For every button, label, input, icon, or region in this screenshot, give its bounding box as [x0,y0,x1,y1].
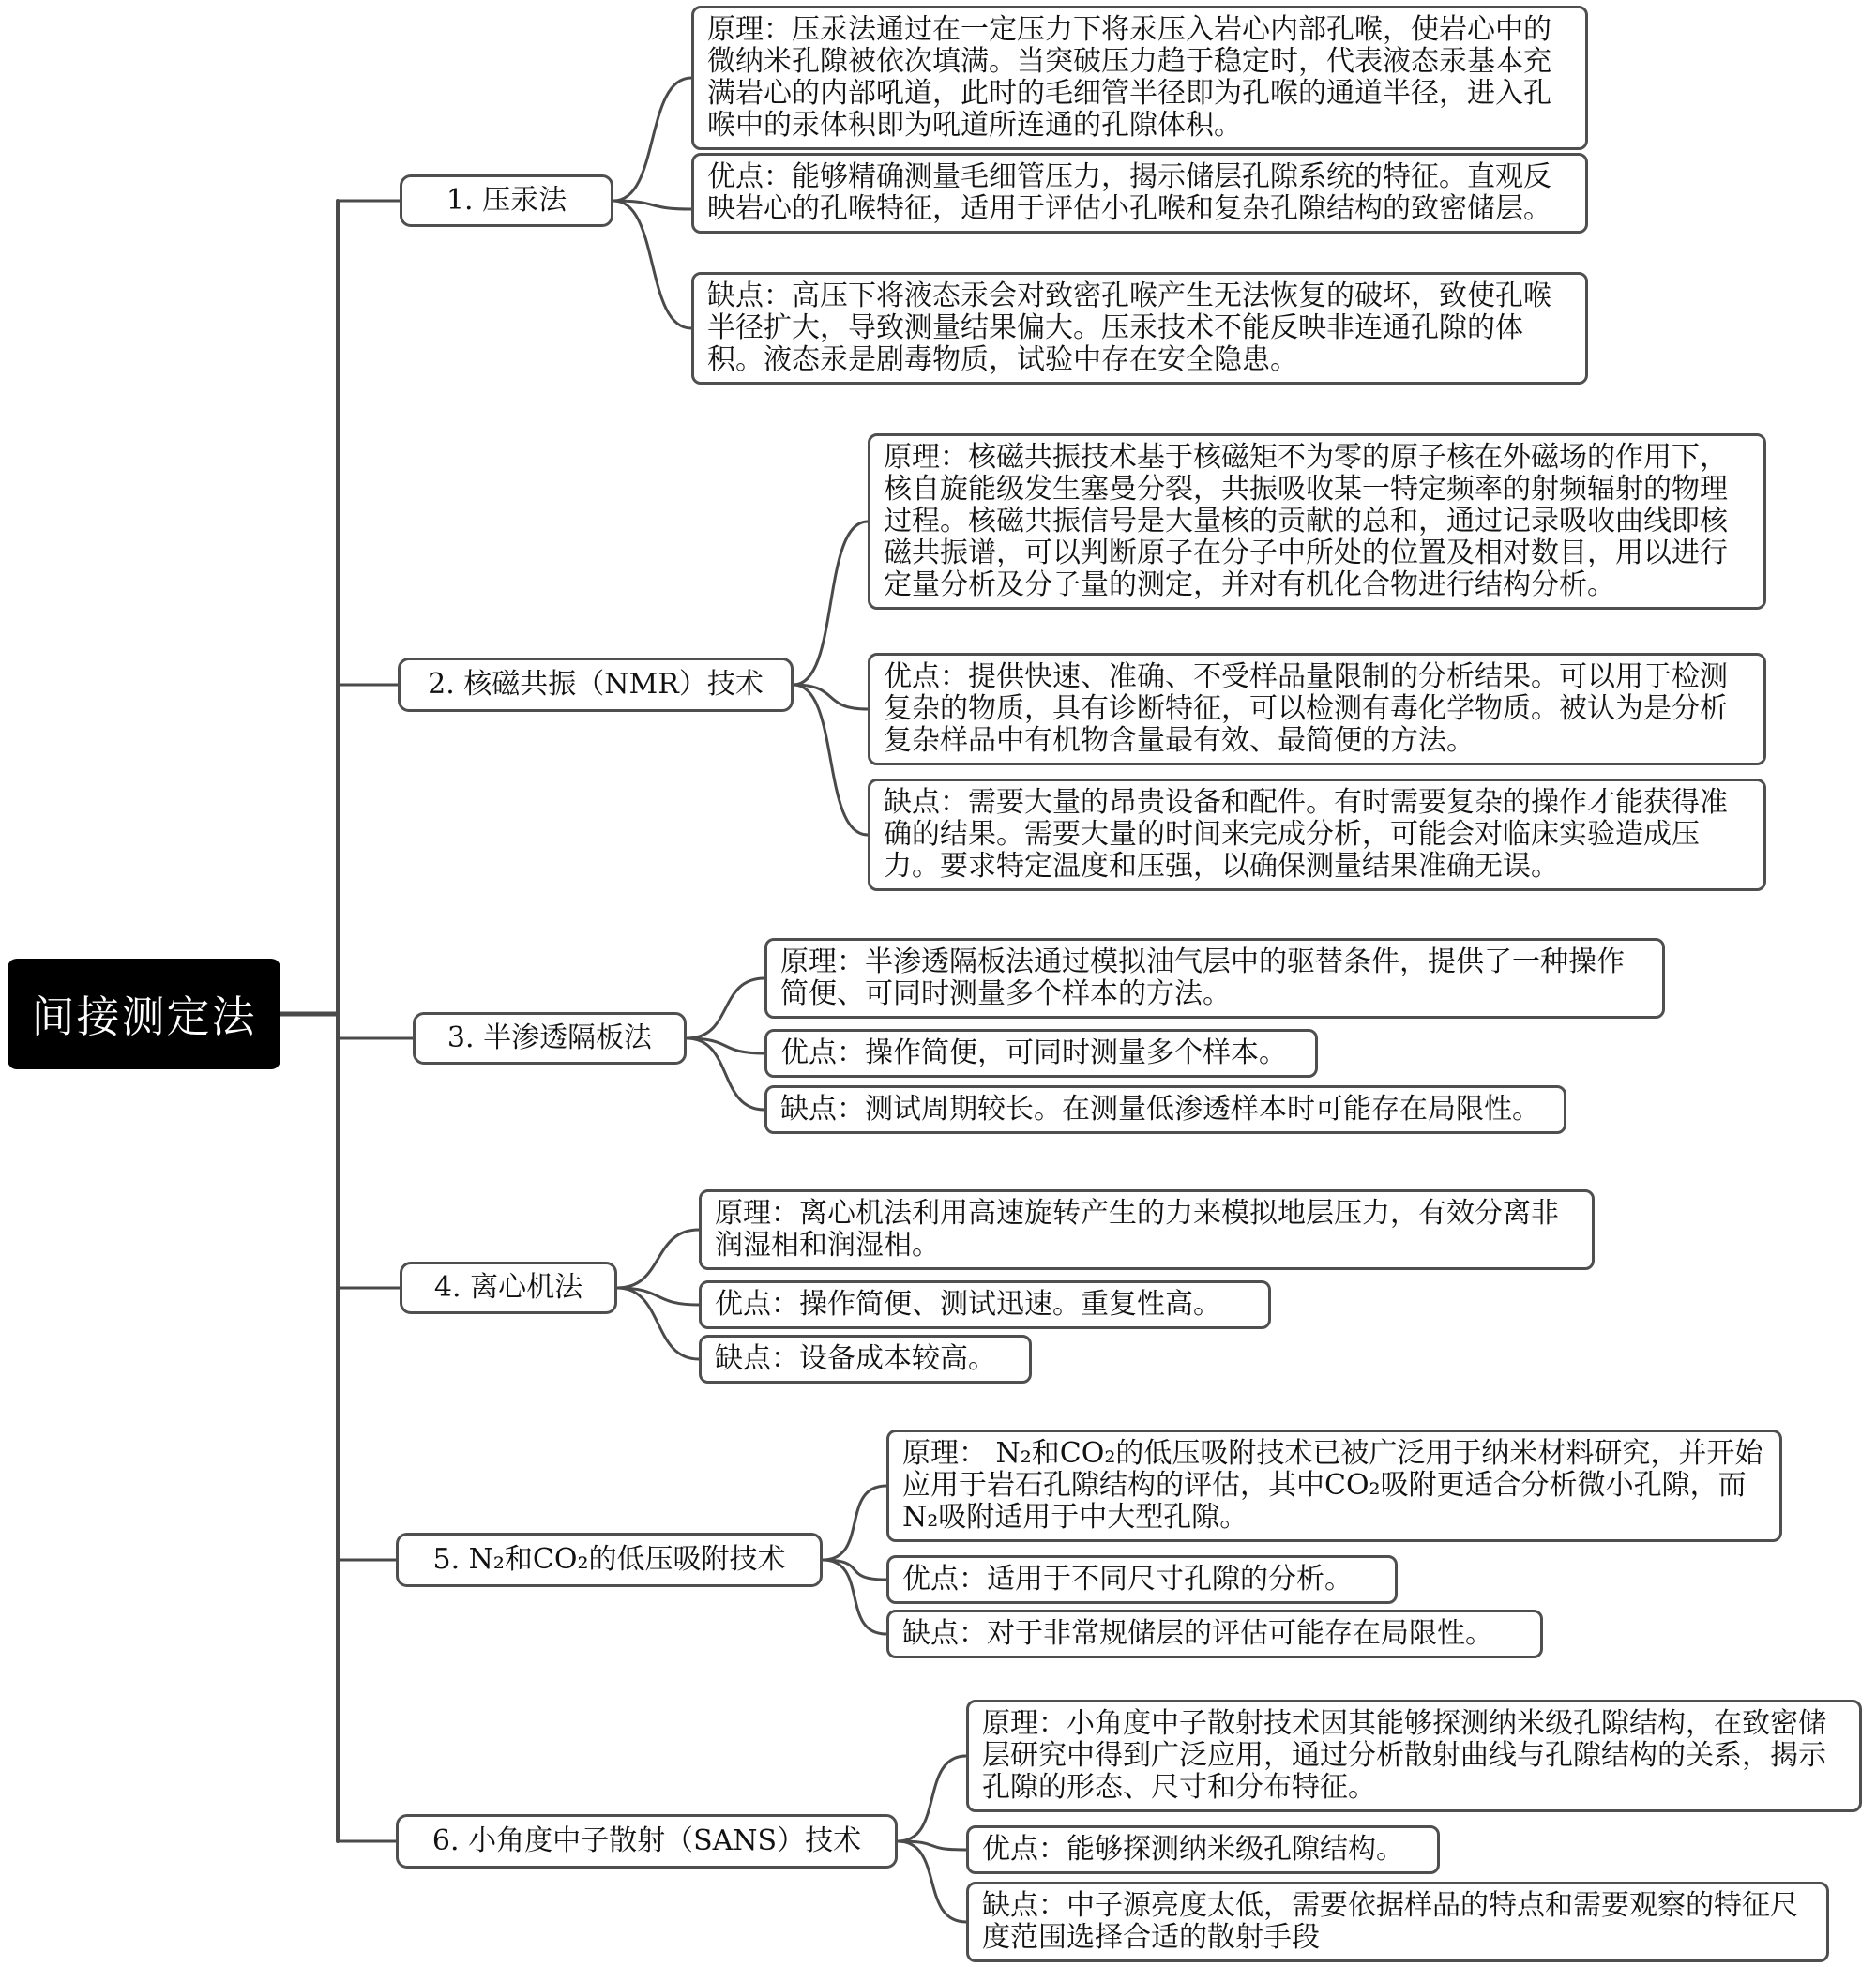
branch-3-advantage[interactable]: 优点：操作简便，可同时测量多个样本。 [764,1029,1318,1078]
branch-6-disadvantage[interactable]: 缺点：中子源亮度太低，需要依据样品的特点和需要观察的特征尺度范围选择合适的散射手段 [966,1882,1829,1962]
branch-5-advantage[interactable]: 优点：适用于不同尺寸孔隙的分析。 [886,1555,1398,1604]
branch-6-advantage[interactable]: 优点：能够探测纳米级孔隙结构。 [966,1825,1440,1874]
branch-5-principle[interactable]: 原理： N₂和CO₂的低压吸附技术已被广泛用于纳米材料研究，并开始应用于岩石孔隙结构的评估，其中CO₂吸附更适合分析微小孔隙，而N₂吸附适用于中大型孔隙。 [886,1430,1782,1542]
branch-2-title[interactable]: 2. 核磁共振（NMR）技术 [398,658,794,712]
branch-1-principle-link [613,78,691,201]
branch-6-principle-link [898,1756,966,1841]
branch-3-principle-link [687,978,764,1038]
branch-2-principle[interactable]: 原理：核磁共振技术基于核磁矩不为零的原子核在外磁场的作用下，核自旋能级发生塞曼分裂，共振吸收某一特定频率的射频辐射的物理过程。核磁共振信号是大量核的贡献的总和，通过记录吸收曲线即核磁共振谱，可以判断原子在分子中所处的位置及相对数目，用以进行定量分析及分子量的测定，并对有机化合物进行结构分析。 [868,433,1766,610]
branch-3-title[interactable]: 3. 半渗透隔板法 [413,1012,687,1065]
branch-2-advantage[interactable]: 优点：提供快速、准确、不受样品量限制的分析结果。可以用于检测复杂的物质，具有诊断特征，可以检测有毒化学物质。被认为是分析复杂样品中有机物含量最有效、最简便的方法。 [868,653,1766,765]
branch-5-disadvantage[interactable]: 缺点：对于非常规储层的评估可能存在局限性。 [886,1610,1543,1658]
branch-3-disadvantage[interactable]: 缺点：测试周期较长。在测量低渗透样本时可能存在局限性。 [764,1085,1566,1134]
branch-4-principle-link [617,1230,699,1288]
branch-6-principle[interactable]: 原理：小角度中子散射技术因其能够探测纳米级孔隙结构，在致密储层研究中得到广泛应用，通过分析散射曲线与孔隙结构的关系，揭示孔隙的形态、尺寸和分布特征。 [966,1700,1862,1812]
branch-5-title[interactable]: 5. N₂和CO₂的低压吸附技术 [396,1533,823,1587]
branch-1-disadvantage[interactable]: 缺点：高压下将液态汞会对致密孔喉产生无法恢复的破坏，致使孔喉半径扩大，导致测量结果偏大。压汞技术不能反映非连通孔隙的体积。液态汞是剧毒物质，试验中存在安全隐患。 [691,272,1588,385]
branch-2-disadvantage[interactable]: 缺点：需要大量的昂贵设备和配件。有时需要复杂的操作才能获得准确的结果。需要大量的时间来完成分析，可能会对临床实验造成压力。要求特定温度和压强，以确保测量结果准确无误。 [868,779,1766,891]
branch-3-disadvantage-link [687,1038,764,1110]
branch-6-title[interactable]: 6. 小角度中子散射（SANS）技术 [396,1814,898,1869]
branch-6-disadvantage-link [898,1841,966,1922]
branch-1-principle[interactable]: 原理：压汞法通过在一定压力下将汞压入岩心内部孔喉，使岩心中的微纳米孔隙被依次填满。当突破压力趋于稳定时，代表液态汞基本充满岩心的内部吼道，此时的毛细管半径即为孔喉的通道半径，进入孔喉中的汞体积即为吼道所连通的孔隙体积。 [691,6,1588,150]
branch-1-advantage[interactable]: 优点：能够精确测量毛细管压力，揭示储层孔隙系统的特征。直观反映岩心的孔喉特征，适用于评估小孔喉和复杂孔隙结构的致密储层。 [691,153,1588,234]
branch-2-principle-link [794,522,868,685]
branch-1-disadvantage-link [613,201,691,328]
branch-5-principle-link [823,1486,886,1560]
branch-5-advantage-link [823,1560,886,1580]
branch-1-title[interactable]: 1. 压汞法 [400,174,613,227]
branch-4-disadvantage-link [617,1288,699,1359]
branch-3-principle[interactable]: 原理：半渗透隔板法通过模拟油气层中的驱替条件，提供了一种操作简便、可同时测量多个样本的方法。 [764,938,1665,1019]
root-node[interactable]: 间接测定法 [8,959,280,1069]
branch-4-advantage[interactable]: 优点：操作简便、测试迅速。重复性高。 [699,1280,1271,1329]
branch-4-principle[interactable]: 原理：离心机法利用高速旋转产生的力来模拟地层压力，有效分离非润湿相和润湿相。 [699,1189,1595,1270]
branch-4-title[interactable]: 4. 离心机法 [400,1262,617,1314]
branch-4-disadvantage[interactable]: 缺点：设备成本较高。 [699,1335,1032,1384]
